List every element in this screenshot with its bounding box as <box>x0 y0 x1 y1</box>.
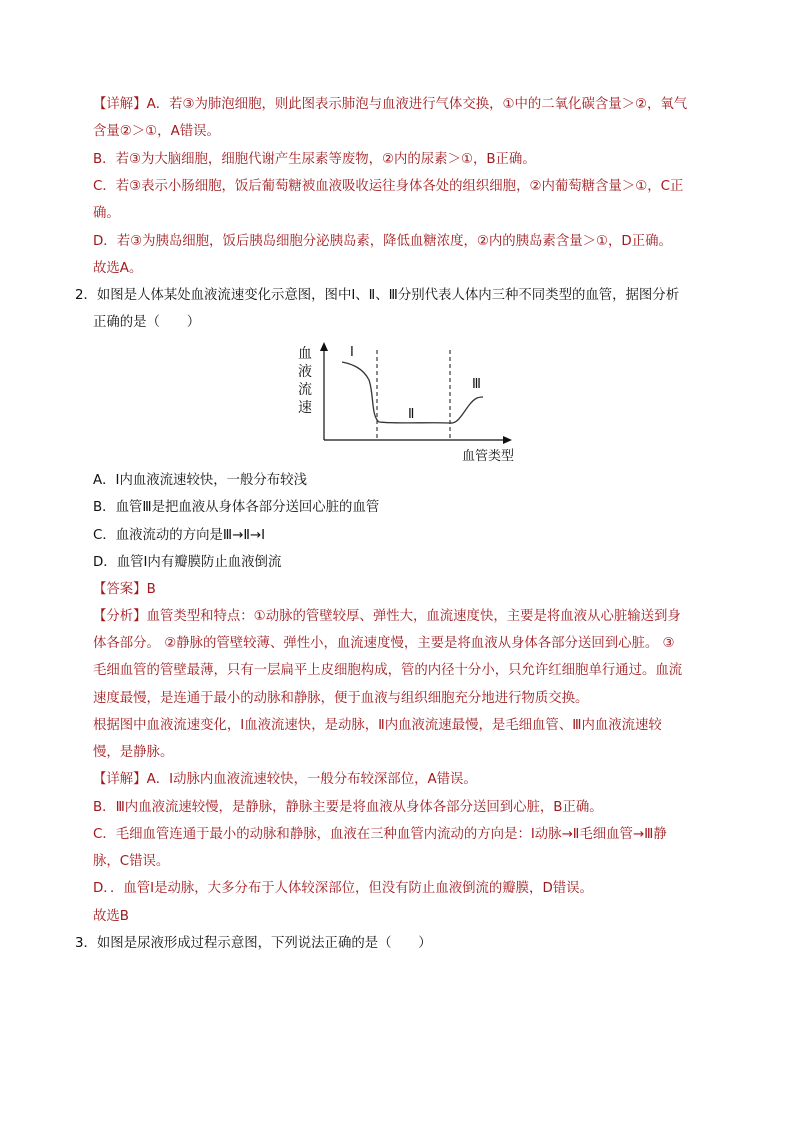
answer-tag: 【答案】 <box>93 582 147 597</box>
q2-option-d: D．血管Ⅰ内有瓣膜防止血液倒流 <box>93 555 282 570</box>
y-label-4: 速 <box>298 400 312 416</box>
q2-detail-c-line1: C．毛细血管连通于最小的动脉和静脉，血液在三种血管内流动的方向是：Ⅰ动脉→Ⅱ毛细血管→Ⅲ静 <box>93 827 667 842</box>
blood-flow-svg <box>290 336 530 466</box>
q2-detail-d: D．．血管Ⅰ是动脉，大多分布于人体较深部位，但没有防止血液倒流的瓣膜，D错误。 <box>93 881 593 896</box>
q1-detail-a-line1 <box>93 96 687 114</box>
detail-tag: 【详解】 <box>93 97 147 112</box>
q2-detail-b: B．Ⅲ内血液流速较慢，是静脉，静脉主要是将血液从身体各部分送回到心脏，B正确。 <box>93 800 603 815</box>
q1-detail-c-line2: 确。 <box>93 206 120 221</box>
q3-stem: 3．如图是尿液形成过程示意图，下列说法正确的是（ ） <box>75 936 432 951</box>
q2-analysis-line5: 根据图中血液流速变化，Ⅰ血液流速快，是动脉，Ⅱ内血液流速最慢，是毛细血管、Ⅲ内血液流速较 <box>93 718 662 733</box>
label-II: Ⅱ <box>408 407 415 422</box>
q2-answer <box>93 581 156 599</box>
y-label-1: 血 <box>298 346 312 362</box>
blood-flow-diagram <box>290 336 530 466</box>
y-label-3: 流 <box>298 382 312 398</box>
q1-detail-b: B．若③为大脑细胞，细胞代谢产生尿素等废物，②内的尿素＞①，B正确。 <box>93 152 536 167</box>
x-label: 血管类型 <box>462 449 515 464</box>
q2-analysis-line1 <box>93 608 681 626</box>
q2-option-c: C．血液流动的方向是Ⅲ→Ⅱ→Ⅰ <box>93 528 266 543</box>
y-label-2: 液 <box>298 364 312 380</box>
q1-detail-d: D．若③为胰岛细胞，饭后胰岛细胞分泌胰岛素，降低血糖浓度，②内的胰岛素含量＞①，D正确。 <box>93 234 672 249</box>
y-axis-arrow <box>320 342 328 351</box>
q1-detail-a-line2: 含量②＞①，A错误。 <box>93 124 220 139</box>
detail-tag: 【详解】 <box>93 772 147 787</box>
q2-option-b: B．血管Ⅲ是把血液从身体各部分送回心脏的血管 <box>93 500 380 515</box>
q2-analysis-line2: 体各部分。 ②静脉的管壁较薄、弹性小，血流速度慢，主要是将血液从身体各部分送回到心脏。 ③ <box>93 636 675 651</box>
q2-analysis-text1: 血管类型和特点：①动脉的管壁较厚、弹性大，血流速度快，主要是将血液从心脏输送到身 <box>146 609 681 624</box>
q2-detail-a <box>93 771 477 789</box>
x-axis-arrow <box>503 436 512 444</box>
q1-detail-c-line1: C．若③表示小肠细胞，饭后葡萄糖被血液吸收运往身体各处的组织细胞，②内葡萄糖含量＞①，C正 <box>93 179 684 194</box>
q2-detail-c-line2: 脉，C错误。 <box>93 854 170 869</box>
answer-value: B <box>146 582 156 597</box>
q2-choose: 故选B <box>93 909 129 924</box>
q2-analysis-line4: 速度最慢，是连通于最小的动脉和静脉，便于血液与组织细胞充分地进行物质交换。 <box>93 691 589 706</box>
q2-option-a: A．Ⅰ内血液流速较快，一般分布较浅 <box>93 473 307 488</box>
q2-analysis-line3: 毛细血管的管壁最薄，只有一层扁平上皮细胞构成，管的内径十分小，只允许红细胞单行通过。血流 <box>93 663 683 678</box>
q2-stem-line2: 正确的是（ ） <box>93 315 201 330</box>
q1-choose: 故选A。 <box>93 261 143 276</box>
q2-analysis-line6: 慢，是静脉。 <box>93 745 174 760</box>
q2-detail-a-text: A．Ⅰ动脉内血液流速较快，一般分布较深部位，A错误。 <box>146 772 477 787</box>
label-III: Ⅲ <box>472 377 481 392</box>
q1-detail-a-text1: A．若③为肺泡细胞，则此图表示肺泡与血液进行气体交换，①中的二氧化碳含量＞②，氧气 <box>146 97 688 112</box>
q2-stem-line1: 2．如图是人体某处血液流速变化示意图，图中Ⅰ、Ⅱ、Ⅲ分别代表人体内三种不同类型的血管，据图分析 <box>75 288 680 303</box>
analysis-tag: 【分析】 <box>93 609 147 624</box>
label-I: Ⅰ <box>350 345 354 360</box>
